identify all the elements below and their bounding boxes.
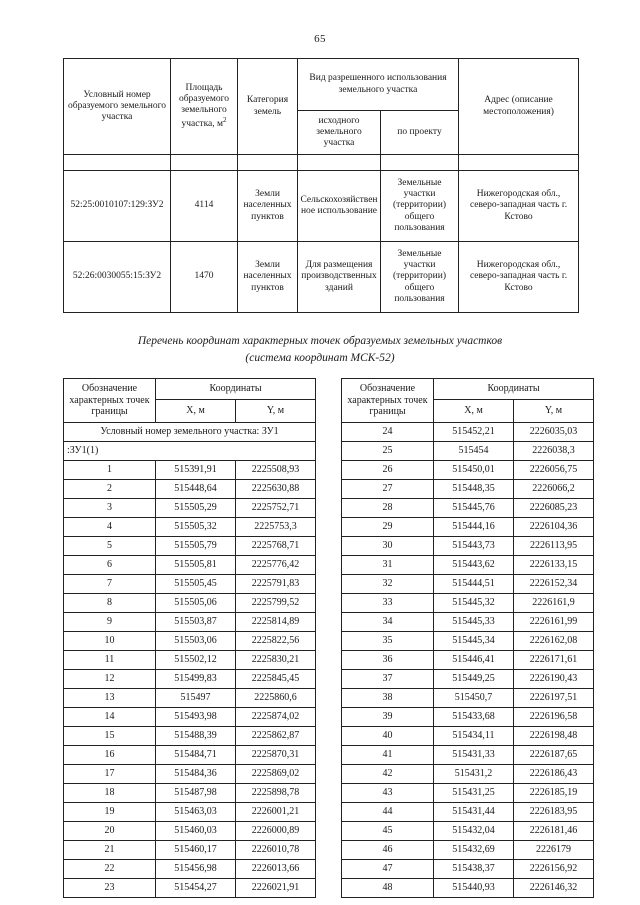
cell-point-y: 2225874,02 — [236, 708, 316, 727]
cell-point-x: 515445,76 — [434, 499, 514, 518]
cell-point-y: 2225898,78 — [236, 784, 316, 803]
cell-point-x: 515434,11 — [434, 727, 514, 746]
cell-point-n: 11 — [64, 651, 156, 670]
cell-point-n: 8 — [64, 594, 156, 613]
cell-point-y: 2226021,91 — [236, 879, 316, 898]
cell-point-x: 515448,35 — [434, 480, 514, 499]
table-row — [342, 518, 594, 537]
cell-point-y: 2226013,66 — [236, 860, 316, 879]
cell-point-y: 2226104,36 — [514, 518, 594, 537]
table-row — [64, 461, 316, 480]
empty-cell-2 — [171, 155, 238, 171]
cell-point-n: 35 — [342, 632, 434, 651]
cell-point-n: 42 — [342, 765, 434, 784]
header-permitted-use-group: Вид разрешенного использования земельного участка — [298, 59, 459, 111]
cell-point-n: 41 — [342, 746, 434, 765]
cell-point-x: 515454,27 — [156, 879, 236, 898]
cell-point-y: 2225799,52 — [236, 594, 316, 613]
header-coordinates-group: Координаты — [156, 379, 316, 400]
parcels-empty-row — [64, 155, 579, 171]
table-row — [342, 499, 594, 518]
empty-cell-3 — [238, 155, 298, 171]
cell-point-y: 2226066,2 — [514, 480, 594, 499]
cell-point-n: 21 — [64, 841, 156, 860]
cell-point-x: 515502,12 — [156, 651, 236, 670]
cell-point-x: 515505,32 — [156, 518, 236, 537]
cell-point-y: 2225869,02 — [236, 765, 316, 784]
cell-point-n: 29 — [342, 518, 434, 537]
table-row — [64, 537, 316, 556]
table-row — [342, 727, 594, 746]
parcels-table-container — [63, 58, 578, 313]
header-address: Адрес (описание местоположения) — [459, 59, 579, 155]
header-use-project: по проекту — [381, 111, 459, 155]
cell-point-x: 515431,25 — [434, 784, 514, 803]
cell-point-y: 2225776,42 — [236, 556, 316, 575]
cell-point-n: 39 — [342, 708, 434, 727]
section-subtitle-row — [64, 442, 316, 461]
coordinates-right-body — [342, 423, 594, 898]
table-row — [64, 480, 316, 499]
cell-point-x: 515497 — [156, 689, 236, 708]
cell-point-x: 515460,17 — [156, 841, 236, 860]
cell-point-x: 515463,03 — [156, 803, 236, 822]
cell-point-x: 515431,33 — [434, 746, 514, 765]
cell-point-n: 31 — [342, 556, 434, 575]
cell-point-y: 2225814,89 — [236, 613, 316, 632]
cell-point-n: 12 — [64, 670, 156, 689]
cell-point-x: 515445,32 — [434, 594, 514, 613]
cell-parcel-number: 52:26:0030055:15:ЗУ2 — [64, 242, 171, 313]
cell-point-x: 515391,91 — [156, 461, 236, 480]
cell-point-x: 515438,37 — [434, 860, 514, 879]
header-point-designation: Обозначение характерных точек границы — [64, 379, 156, 423]
cell-point-n: 40 — [342, 727, 434, 746]
cell-point-n: 23 — [64, 879, 156, 898]
cell-point-y: 2226179 — [514, 841, 594, 860]
cell-point-x: 515452,21 — [434, 423, 514, 442]
cell-point-y: 2226171,61 — [514, 651, 594, 670]
cell-address: Нижегородская обл., северо-западная часть г. Кстово — [459, 242, 579, 313]
cell-point-x: 515488,39 — [156, 727, 236, 746]
coordinates-table-right-container — [341, 378, 578, 898]
cell-point-x: 515484,36 — [156, 765, 236, 784]
table-row — [342, 879, 594, 898]
cell-point-x: 515484,71 — [156, 746, 236, 765]
cell-point-n: 14 — [64, 708, 156, 727]
cell-point-y: 2226056,75 — [514, 461, 594, 480]
empty-cell-5 — [381, 155, 459, 171]
header-parcel-area-text: Площадь образуемого земельного участка, м — [178, 82, 230, 130]
cell-point-x: 515432,69 — [434, 841, 514, 860]
table-row — [342, 803, 594, 822]
table-row — [342, 689, 594, 708]
cell-point-y: 2226183,95 — [514, 803, 594, 822]
cell-point-y: 2226133,15 — [514, 556, 594, 575]
cell-point-y: 2225752,71 — [236, 499, 316, 518]
cell-point-n: 16 — [64, 746, 156, 765]
header-land-category: Категория земель — [238, 59, 298, 155]
table-row — [64, 594, 316, 613]
cell-point-y: 2226010,78 — [236, 841, 316, 860]
cell-point-n: 20 — [64, 822, 156, 841]
table-row — [64, 575, 316, 594]
cell-point-n: 33 — [342, 594, 434, 613]
cell-point-y: 2226001,21 — [236, 803, 316, 822]
cell-point-y: 2225845,45 — [236, 670, 316, 689]
table-row — [342, 822, 594, 841]
table-row — [342, 841, 594, 860]
cell-point-y: 2225870,31 — [236, 746, 316, 765]
cell-point-y: 2225791,83 — [236, 575, 316, 594]
cell-point-x: 515456,98 — [156, 860, 236, 879]
empty-cell-1 — [64, 155, 171, 171]
cell-use-project: Земельные участки (территории) общего пользования — [381, 171, 459, 242]
cell-point-y: 2225862,87 — [236, 727, 316, 746]
cell-point-x: 515448,64 — [156, 480, 236, 499]
page-number: 65 — [314, 33, 326, 45]
coordinates-right-header-row-1 — [342, 379, 594, 400]
table-row — [342, 480, 594, 499]
cell-point-y: 2226038,3 — [514, 442, 594, 461]
parcels-table-head — [64, 59, 579, 155]
table-row — [342, 632, 594, 651]
cell-address: Нижегородская обл., северо-западная часть г. Кстово — [459, 171, 579, 242]
cell-parcel-number: 52:25:0010107:129:ЗУ2 — [64, 171, 171, 242]
empty-cell-6 — [459, 155, 579, 171]
cell-point-x: 515443,73 — [434, 537, 514, 556]
table-row — [64, 765, 316, 784]
cell-point-n: 15 — [64, 727, 156, 746]
header-parcel-area — [171, 59, 238, 155]
cell-point-n: 47 — [342, 860, 434, 879]
cell-point-x: 515503,06 — [156, 632, 236, 651]
header-coordinates-group: Координаты — [434, 379, 594, 400]
header-x: X, м — [434, 400, 514, 423]
cell-point-n: 44 — [342, 803, 434, 822]
section-parcel-title: Условный номер земельного участка: ЗУ1 — [64, 423, 316, 442]
cell-point-x: 515443,62 — [434, 556, 514, 575]
cell-point-y: 2226161,9 — [514, 594, 594, 613]
cell-point-n: 18 — [64, 784, 156, 803]
cell-point-y: 2226198,48 — [514, 727, 594, 746]
caption-line-1: Перечень координат характерных точек образуемых земельных участков — [137, 335, 503, 347]
empty-cell-4 — [298, 155, 381, 171]
cell-parcel-area: 4114 — [171, 171, 238, 242]
table-row — [342, 442, 594, 461]
table-row — [342, 423, 594, 442]
cell-land-category: Земли населенных пунктов — [238, 242, 298, 313]
table-row — [64, 822, 316, 841]
table-row — [342, 651, 594, 670]
header-y: Y, м — [236, 400, 316, 423]
cell-point-n: 32 — [342, 575, 434, 594]
parcels-table-body — [64, 155, 579, 313]
cell-point-x: 515440,93 — [434, 879, 514, 898]
cell-point-x: 515450,7 — [434, 689, 514, 708]
coordinates-table-left — [63, 378, 316, 898]
cell-point-y: 2226156,92 — [514, 860, 594, 879]
cell-point-x: 515432,04 — [434, 822, 514, 841]
cell-point-x: 515505,79 — [156, 537, 236, 556]
cell-point-n: 19 — [64, 803, 156, 822]
cell-point-y: 2226197,51 — [514, 689, 594, 708]
section-parcel-subtitle: :ЗУ1(1) — [64, 442, 316, 461]
table-row — [64, 860, 316, 879]
coordinates-caption — [50, 333, 590, 366]
table-row — [342, 746, 594, 765]
coordinates-table-right — [341, 378, 594, 898]
cell-point-n: 28 — [342, 499, 434, 518]
table-row — [64, 499, 316, 518]
cell-point-n: 37 — [342, 670, 434, 689]
cell-point-x: 515487,98 — [156, 784, 236, 803]
cell-point-x: 515503,87 — [156, 613, 236, 632]
table-row — [64, 879, 316, 898]
cell-point-x: 515450,01 — [434, 461, 514, 480]
cell-point-n: 17 — [64, 765, 156, 784]
table-row — [64, 556, 316, 575]
cell-point-n: 7 — [64, 575, 156, 594]
cell-land-category: Земли населенных пунктов — [238, 171, 298, 242]
cell-point-x: 515505,06 — [156, 594, 236, 613]
cell-point-n: 38 — [342, 689, 434, 708]
table-row — [342, 594, 594, 613]
cell-point-n: 30 — [342, 537, 434, 556]
cell-point-n: 46 — [342, 841, 434, 860]
table-row — [342, 708, 594, 727]
cell-point-y: 2226162,08 — [514, 632, 594, 651]
cell-point-x: 515460,03 — [156, 822, 236, 841]
cell-point-x: 515433,68 — [434, 708, 514, 727]
cell-point-y: 2226035,03 — [514, 423, 594, 442]
cell-point-n: 45 — [342, 822, 434, 841]
cell-point-n: 1 — [64, 461, 156, 480]
cell-point-x: 515454 — [434, 442, 514, 461]
table-row — [64, 651, 316, 670]
cell-point-x: 515449,25 — [434, 670, 514, 689]
cell-point-y: 2226113,95 — [514, 537, 594, 556]
caption-line-2: (система координат МСК-52) — [245, 351, 395, 364]
table-row — [64, 171, 579, 242]
coordinates-left-header-row-1 — [64, 379, 316, 400]
cell-point-n: 2 — [64, 480, 156, 499]
cell-point-x: 515444,51 — [434, 575, 514, 594]
coordinates-left-head — [64, 379, 316, 423]
cell-point-n: 36 — [342, 651, 434, 670]
cell-point-x: 515431,44 — [434, 803, 514, 822]
cell-point-n: 9 — [64, 613, 156, 632]
cell-point-y: 2225768,71 — [236, 537, 316, 556]
coordinates-right-head — [342, 379, 594, 423]
cell-point-y: 2226146,32 — [514, 879, 594, 898]
table-row — [64, 242, 579, 313]
table-row — [64, 708, 316, 727]
cell-point-n: 4 — [64, 518, 156, 537]
cell-point-y: 2225822,56 — [236, 632, 316, 651]
cell-point-n: 25 — [342, 442, 434, 461]
table-row — [342, 613, 594, 632]
cell-point-x: 515499,83 — [156, 670, 236, 689]
cell-point-x: 515505,29 — [156, 499, 236, 518]
cell-point-y: 2226000,89 — [236, 822, 316, 841]
cell-point-y: 2225860,6 — [236, 689, 316, 708]
cell-point-y: 2226185,19 — [514, 784, 594, 803]
cell-point-y: 2226187,65 — [514, 746, 594, 765]
header-y: Y, м — [514, 400, 594, 423]
coordinates-table-left-container — [63, 378, 315, 898]
table-row — [64, 518, 316, 537]
header-parcel-area-sup: 2 — [223, 116, 227, 125]
cell-point-n: 34 — [342, 613, 434, 632]
cell-point-y: 2226190,43 — [514, 670, 594, 689]
cell-point-n: 6 — [64, 556, 156, 575]
cell-point-x: 515444,16 — [434, 518, 514, 537]
cell-point-x: 515505,81 — [156, 556, 236, 575]
cell-point-x: 515446,41 — [434, 651, 514, 670]
cell-point-n: 27 — [342, 480, 434, 499]
cell-point-n: 24 — [342, 423, 434, 442]
section-title-row — [64, 423, 316, 442]
cell-point-x: 515445,33 — [434, 613, 514, 632]
cell-point-y: 2226186,43 — [514, 765, 594, 784]
cell-point-n: 26 — [342, 461, 434, 480]
cell-point-n: 13 — [64, 689, 156, 708]
header-use-source: исходного земельного участка — [298, 111, 381, 155]
cell-point-x: 515431,2 — [434, 765, 514, 784]
table-row — [342, 765, 594, 784]
table-row — [342, 461, 594, 480]
cell-point-y: 2226152,34 — [514, 575, 594, 594]
cell-point-x: 515445,34 — [434, 632, 514, 651]
table-row — [64, 670, 316, 689]
coordinates-left-body — [64, 423, 316, 898]
header-point-designation: Обозначение характерных точек границы — [342, 379, 434, 423]
cell-point-y: 2226196,58 — [514, 708, 594, 727]
table-row — [342, 575, 594, 594]
cell-point-x: 515493,98 — [156, 708, 236, 727]
cell-use-source: Сельскохозяйственное использование — [298, 171, 381, 242]
cell-point-y: 2225753,3 — [236, 518, 316, 537]
table-row — [64, 632, 316, 651]
cell-point-n: 43 — [342, 784, 434, 803]
table-row — [342, 670, 594, 689]
table-row — [342, 556, 594, 575]
table-row — [64, 784, 316, 803]
cell-point-n: 3 — [64, 499, 156, 518]
cell-point-n: 48 — [342, 879, 434, 898]
cell-use-project: Земельные участки (территории) общего пользования — [381, 242, 459, 313]
cell-point-n: 22 — [64, 860, 156, 879]
header-parcel-number: Условный номер образуемого земельного участка — [64, 59, 171, 155]
table-row — [64, 613, 316, 632]
table-row — [64, 689, 316, 708]
table-row — [64, 841, 316, 860]
table-row — [64, 727, 316, 746]
parcels-table — [63, 58, 579, 313]
cell-point-n: 10 — [64, 632, 156, 651]
parcels-header-row-1 — [64, 59, 579, 111]
table-row — [342, 784, 594, 803]
table-row — [64, 746, 316, 765]
cell-point-y: 2225830,21 — [236, 651, 316, 670]
cell-point-y: 2225508,93 — [236, 461, 316, 480]
cell-point-y: 2226181,46 — [514, 822, 594, 841]
cell-point-x: 515505,45 — [156, 575, 236, 594]
header-x: X, м — [156, 400, 236, 423]
table-row — [342, 537, 594, 556]
cell-point-n: 5 — [64, 537, 156, 556]
table-row — [64, 803, 316, 822]
cell-point-y: 2225630,88 — [236, 480, 316, 499]
cell-parcel-area: 1470 — [171, 242, 238, 313]
cell-point-y: 2226085,23 — [514, 499, 594, 518]
cell-point-y: 2226161,99 — [514, 613, 594, 632]
table-row — [342, 860, 594, 879]
cell-use-source: Для размещения производственных зданий — [298, 242, 381, 313]
